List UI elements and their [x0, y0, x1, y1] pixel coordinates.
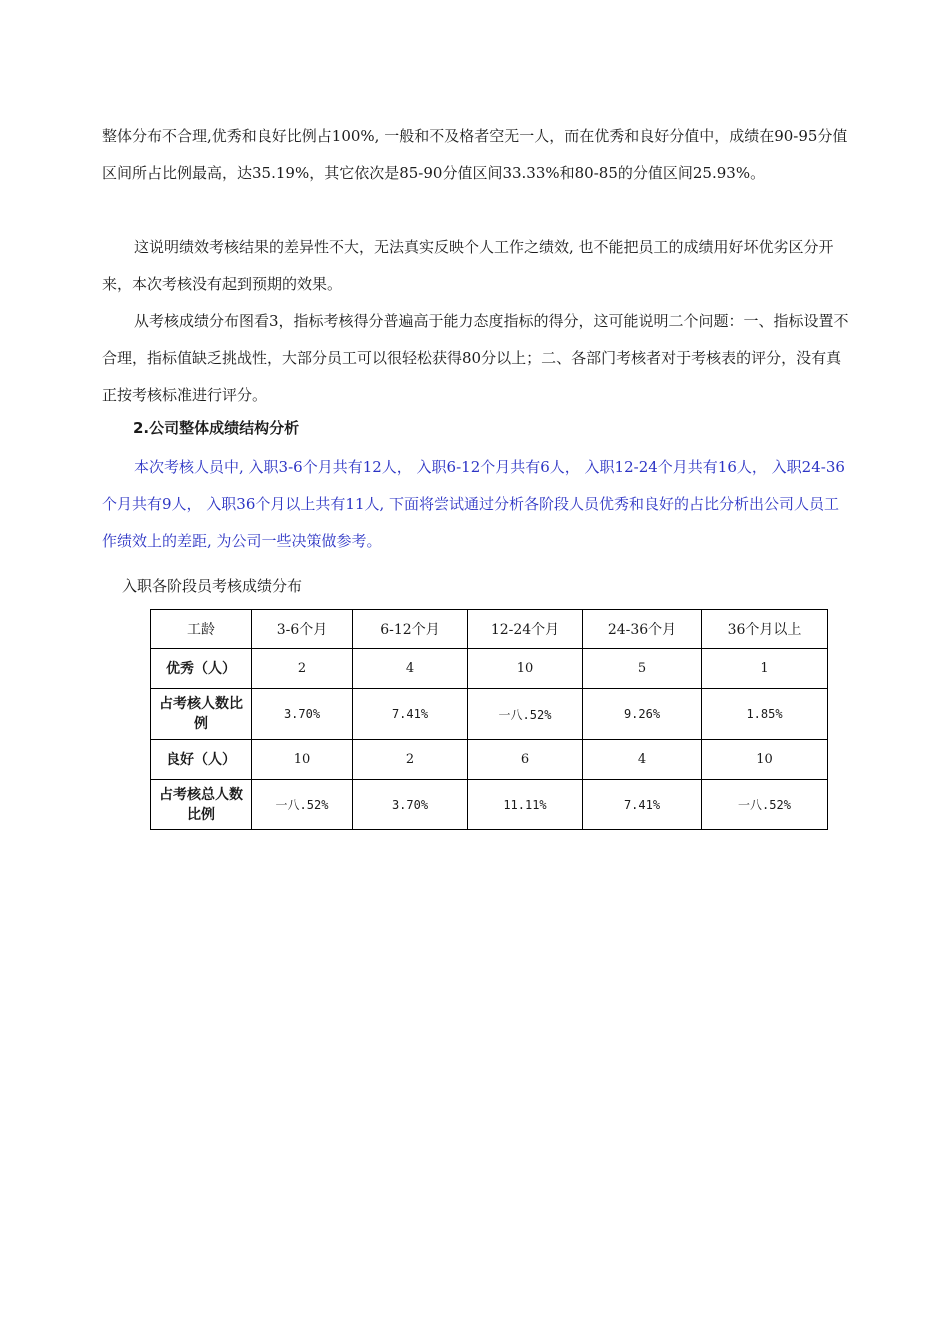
row-label: 占考核人数比例	[151, 689, 252, 740]
header-3-6-months: 3-6个月	[252, 610, 353, 649]
table-cell: 1.85%	[702, 689, 828, 740]
table-cell: 5	[583, 649, 702, 689]
table-cell: 1	[702, 649, 828, 689]
header-6-12-months: 6-12个月	[353, 610, 468, 649]
table-cell: 7.41%	[353, 689, 468, 740]
row-label: 优秀（人）	[151, 649, 252, 689]
table-cell: 2	[252, 649, 353, 689]
table-cell: 一八.52%	[468, 689, 583, 740]
table-cell: 4	[583, 740, 702, 780]
table-cell: 一八.52%	[252, 780, 353, 830]
table-cell: 10	[468, 649, 583, 689]
table-caption: 入职各阶段员考核成绩分布	[122, 577, 303, 595]
table-row	[151, 740, 828, 780]
tenure-score-table	[150, 609, 828, 830]
table-cell: 3.70%	[353, 780, 468, 830]
header-24-36-months: 24-36个月	[583, 610, 702, 649]
header-36-plus-months: 36个月以上	[702, 610, 828, 649]
section-heading: 2.公司整体成绩结构分析	[133, 419, 300, 437]
table-cell: 9.26%	[583, 689, 702, 740]
table-row	[151, 689, 828, 740]
paragraph-differentiation: 这说明绩效考核结果的差异性不大，无法真实反映个人工作之绩效, 也不能把员工的成绩用好坏优劣区分开来，本次考核没有起到预期的效果。	[102, 238, 834, 293]
table-cell: 10	[252, 740, 353, 780]
table-cell: 11.11%	[468, 780, 583, 830]
table-cell: 7.41%	[583, 780, 702, 830]
table-row	[151, 649, 828, 689]
header-12-24-months: 12-24个月	[468, 610, 583, 649]
table-cell: 2	[353, 740, 468, 780]
paragraph-distribution-summary: 整体分布不合理,优秀和良好比例占100%, 一般和不及格者空无一人，而在优秀和良好分值中，成绩在90-95分值区间所占比例最高，达35.19%，其它依次是85-90分值区间33.33%和80-85的分值区间25.93%。	[102, 127, 848, 182]
table-row	[151, 780, 828, 830]
row-label: 良好（人）	[151, 740, 252, 780]
table-cell: 10	[702, 740, 828, 780]
table-cell: 4	[353, 649, 468, 689]
table-header-row	[151, 610, 828, 649]
paragraph-tenure-overview: 本次考核人员中, 入职3-6个月共有12人， 入职6-12个月共有6人， 入职12-24个月共有16人， 入职24-36个月共有9人， 入职36个月以上共有11人, 下面将尝试通过分析各阶段人员优秀和良好的占比分析出公司人员工作绩效上的差距, 为公司一些决策做参考。	[102, 458, 845, 550]
paragraph-indicator-analysis: 从考核成绩分布图看3，指标考核得分普遍高于能力态度指标的得分，这可能说明二个问题：一、指标设置不合理，指标值缺乏挑战性，大部分员工可以很轻松获得80分以上；二、各部门考核者对于考核表的评分，没有真正按考核标准进行评分。	[102, 312, 849, 404]
table-cell: 6	[468, 740, 583, 780]
table-cell: 3.70%	[252, 689, 353, 740]
table-cell: 一八.52%	[702, 780, 828, 830]
header-tenure: 工龄	[151, 610, 252, 649]
row-label: 占考核总人数比例	[151, 780, 252, 830]
